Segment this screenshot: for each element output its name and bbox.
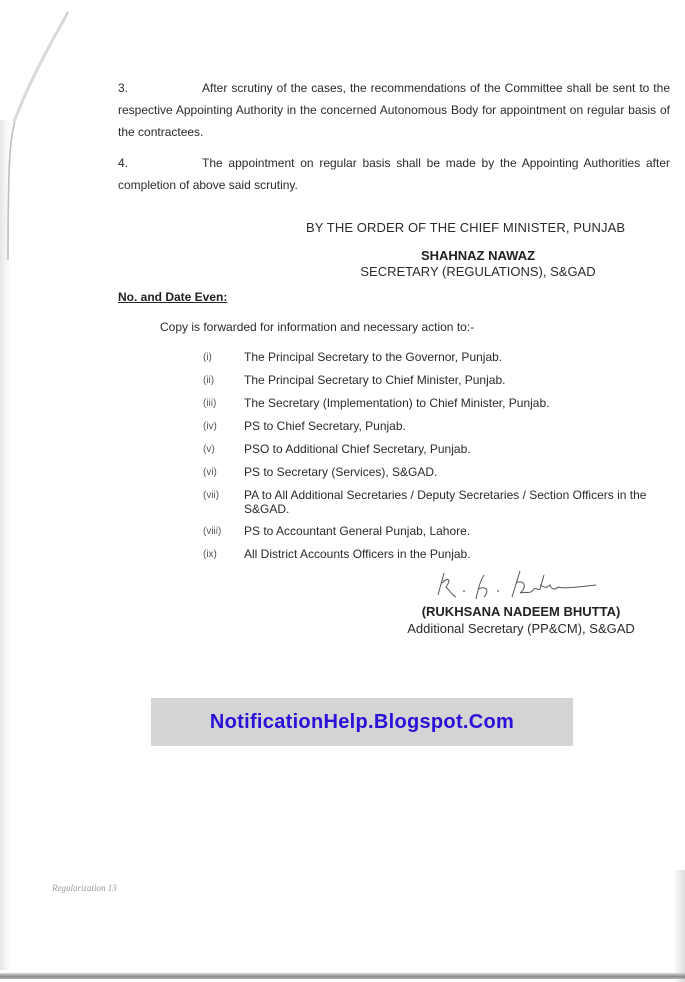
- handwritten-signature: [428, 565, 608, 605]
- order-line: BY THE ORDER OF THE CHIEF MINISTER, PUNJAB: [306, 220, 626, 235]
- scan-left-shadow: [0, 120, 10, 970]
- paragraph-number: 3.: [118, 81, 129, 95]
- list-item-number: (ix): [203, 549, 217, 560]
- copy-recipient-list: [203, 350, 663, 570]
- list-item-number: (vii): [203, 490, 220, 501]
- scan-bottom-edge: [0, 973, 685, 979]
- list-item-number: (v): [203, 444, 215, 455]
- list-item: [203, 350, 663, 365]
- list-item-text: PSO to Additional Chief Secretary, Punjab.: [244, 442, 471, 456]
- no-and-date-heading: No. and Date Even:: [118, 290, 228, 304]
- list-item: [203, 419, 663, 434]
- list-item-text: PS to Chief Secretary, Punjab.: [244, 419, 406, 433]
- list-item: [203, 465, 663, 480]
- list-item-number: (iii): [203, 398, 217, 409]
- watermark-banner: [151, 698, 573, 746]
- list-item: [203, 547, 663, 562]
- paragraph-3: [118, 77, 670, 143]
- paragraph-text: After scrutiny of the cases, the recommendations of the Committee shall be sent to the respective Appointing Authority in the concerned Autonomous Body for appointment on regular basis of the contractees.: [118, 81, 670, 139]
- list-item-text: The Principal Secretary to Chief Minister, Punjab.: [244, 373, 506, 387]
- list-item-number: (vi): [203, 467, 217, 478]
- copy-forward-intro: Copy is forwarded for information and necessary action to:-: [160, 320, 475, 334]
- list-item: [203, 524, 663, 539]
- signatory-title: Additional Secretary (PP&CM), S&GAD: [407, 621, 635, 636]
- list-item-number: (iv): [203, 421, 217, 432]
- watermark-banner-text: NotificationHelp.Blogspot.Com: [209, 710, 515, 733]
- list-item-number: (ii): [203, 375, 215, 386]
- list-item-text: PS to Accountant General Punjab, Lahore.: [244, 524, 471, 538]
- paragraph-text: The appointment on regular basis shall be made by the Appointing Authorities after completion of above said scrutiny.: [118, 156, 670, 192]
- list-item-text: All District Accounts Officers in the Punjab.: [244, 547, 471, 561]
- list-item-text: The Principal Secretary to the Governor, Punjab.: [244, 350, 503, 364]
- list-item: [203, 488, 663, 516]
- scan-right-shadow: [673, 870, 685, 982]
- paragraph-number: 4.: [118, 156, 129, 170]
- issuer-name: SHAHNAZ NAWAZ: [420, 248, 536, 263]
- issuer-title: SECRETARY (REGULATIONS), S&GAD: [360, 264, 596, 279]
- signatory-name: (RUKHSANA NADEEM BHUTTA): [421, 604, 621, 619]
- list-item-text: PA to All Additional Secretaries / Deputy Secretaries / Section Officers in the S&GAD.: [244, 488, 647, 516]
- list-item-number: (i): [203, 352, 212, 363]
- footer-reference: Regularization 13: [52, 883, 117, 893]
- page-fold-shadow: [0, 0, 80, 260]
- list-item: [203, 373, 663, 388]
- list-item-text: The Secretary (Implementation) to Chief Minister, Punjab.: [244, 396, 550, 410]
- list-item-number: (viii): [203, 526, 222, 537]
- list-item: [203, 442, 663, 457]
- list-item-text: PS to Secretary (Services), S&GAD.: [244, 465, 438, 479]
- paragraph-4: [118, 152, 670, 196]
- list-item: [203, 396, 663, 411]
